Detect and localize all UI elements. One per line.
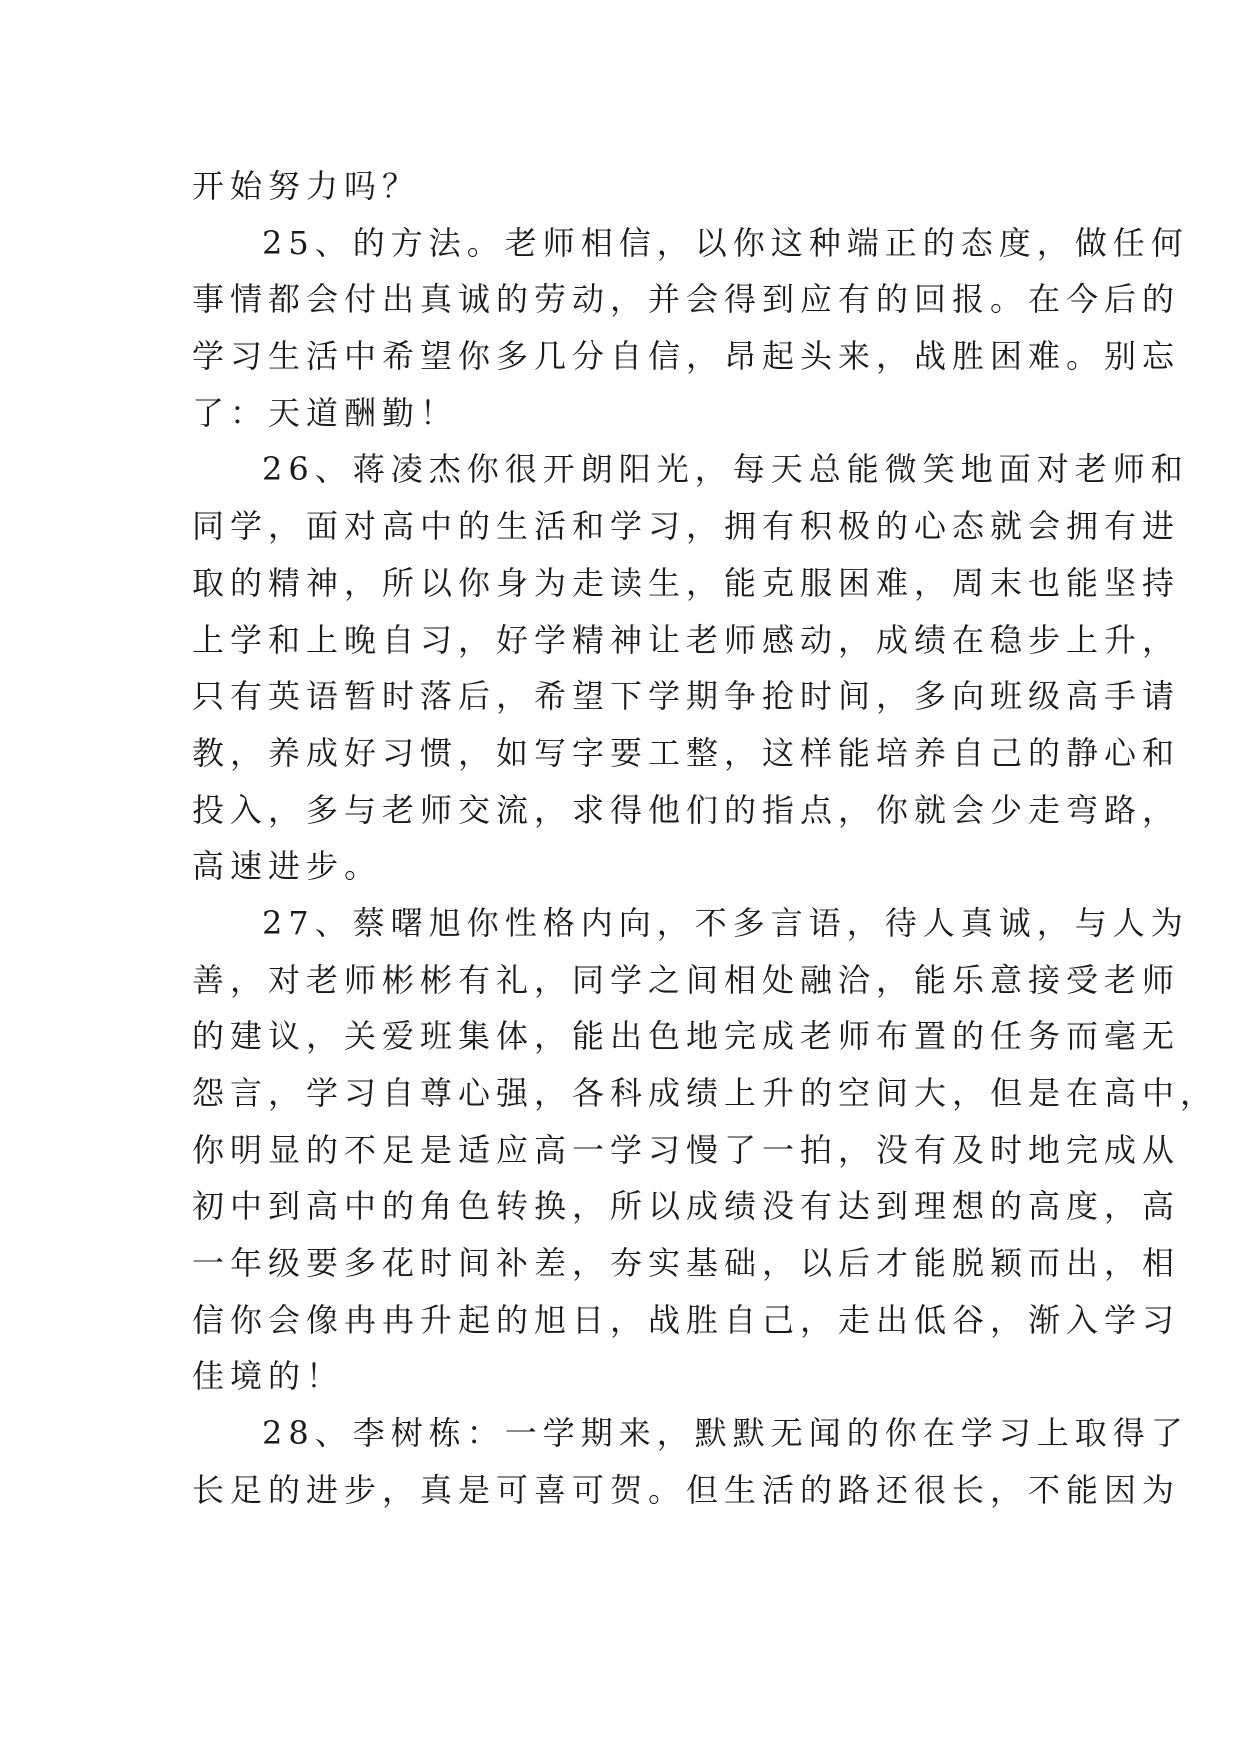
text-line: 怨言，学习自尊心强，各科成绩上升的空间大，但是在高中，: [192, 1074, 1219, 1112]
text-line: 教，养成好习惯，如写字要工整，这样能培养自己的静心和: [192, 733, 1181, 772]
text-line: 了：天道酬勤！: [192, 393, 459, 432]
text-line: 事情都会付出真诚的劳动，并会得到应有的回报。在今后的: [192, 280, 1181, 319]
text-line: 你明显的不足是适应高一学习慢了一拍，没有及时地完成从: [192, 1130, 1181, 1169]
text-line: 同学，面对高中的生活和学习，拥有积极的心态就会拥有进: [192, 507, 1181, 546]
text-line: 投入，多与老师交流，求得他们的指点，你就会少走弯路，: [192, 790, 1181, 829]
text-line: 初中到高中的角色转换，所以成绩没有达到理想的高度，高: [192, 1187, 1181, 1226]
text-line: 取的精神，所以你身为走读生，能克服困难，周末也能坚持: [192, 563, 1181, 602]
text-line: 高速进步。: [192, 847, 383, 886]
text-line: 上学和上晚自习，好学精神让老师感动，成绩在稳步上升，: [192, 620, 1181, 659]
document-body: [192, 158, 1219, 1519]
paragraph-first-line: 27、蔡曙旭你性格内向，不多言语，待人真诚，与人为: [262, 903, 1189, 942]
paragraph-first-line: 28、李树栋：一学期来，默默无闻的你在学习上取得了: [262, 1414, 1189, 1453]
text-line: 一年级要多花时间补差，夯实基础，以后才能脱颖而出，相: [192, 1244, 1181, 1283]
paragraph-first-line: 25、的方法。老师相信，以你这种端正的态度，做任何: [262, 223, 1189, 262]
text-line: 善，对老师彬彬有礼，同学之间相处融洽，能乐意接受老师: [192, 960, 1181, 999]
text-line: 的建议，关爱班集体，能出色地完成老师布置的任务而毫无: [192, 1017, 1181, 1056]
text-line: 佳境的！: [192, 1357, 345, 1396]
text-line: 长足的进步，真是可喜可贺。但生活的路还很长，不能因为: [192, 1470, 1181, 1509]
text-line: 开始努力吗？: [192, 167, 421, 205]
text-line: 学习生活中希望你多几分自信，昂起头来，战胜困难。别忘: [192, 337, 1181, 376]
text-line: 只有英语暂时落后，希望下学期争抢时间，多向班级高手请: [192, 677, 1181, 716]
text-line: 信你会像冉冉升起的旭日，战胜自己，走出低谷，渐入学习: [192, 1300, 1181, 1339]
paragraph-first-line: 26、蒋凌杰你很开朗阳光，每天总能微笑地面对老师和: [262, 450, 1189, 489]
